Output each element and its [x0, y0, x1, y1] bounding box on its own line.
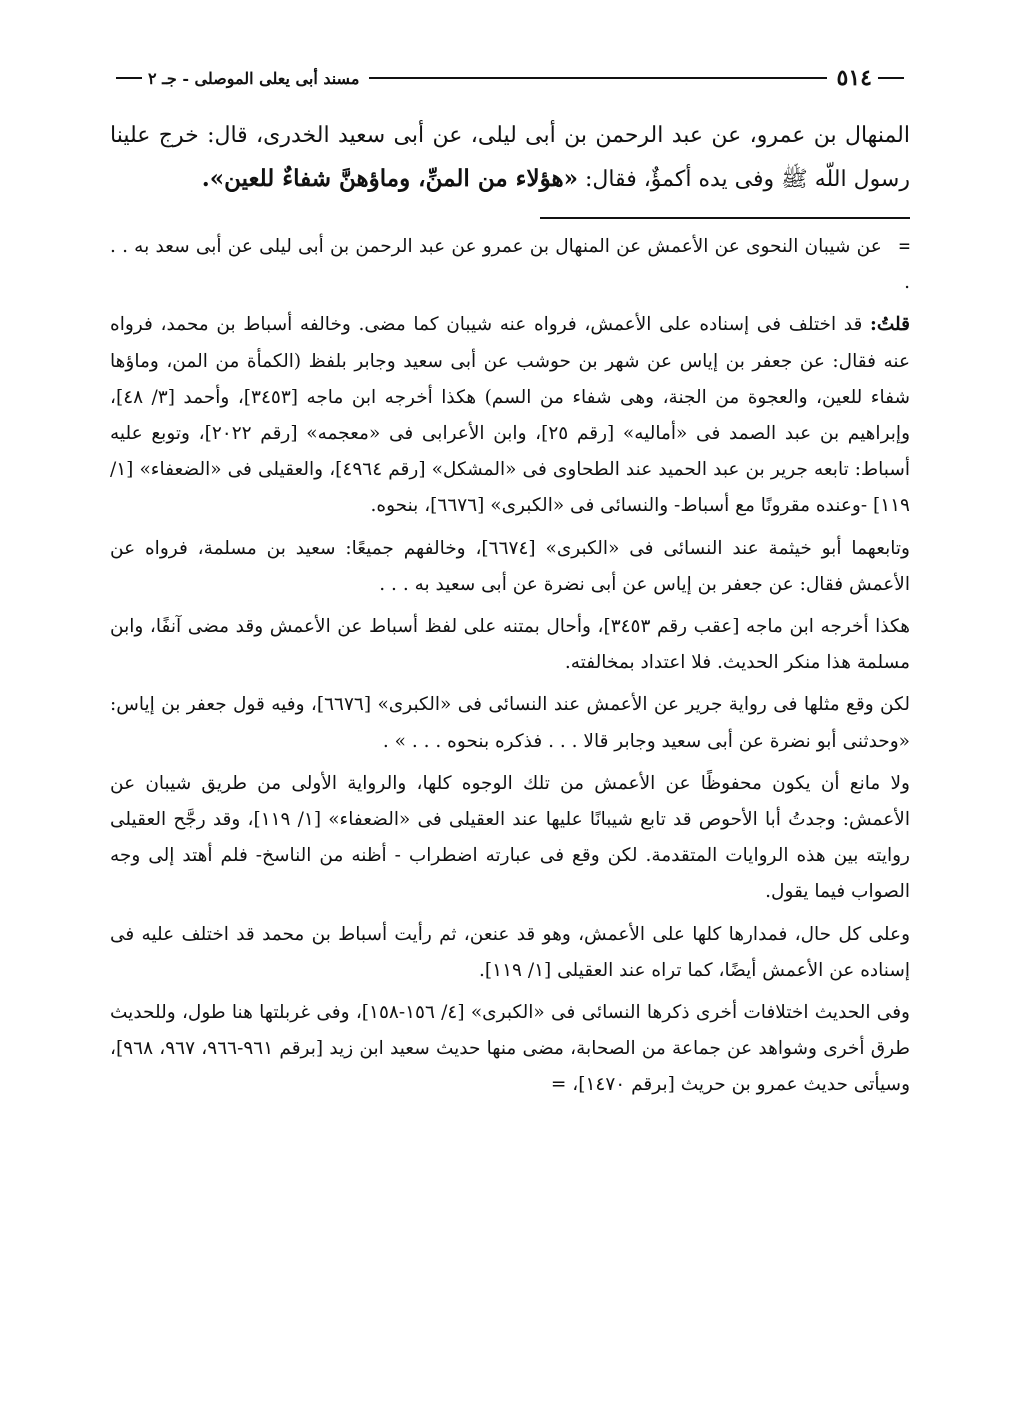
footnote-separator: [540, 217, 910, 219]
footnote-text: عن شيبان النحوى عن الأعمش عن المنهال بن عمرو عن عبد الرحمن بن أبى ليلى عن أبى سعد به . . .: [110, 236, 910, 294]
footnote-paragraph: [110, 766, 910, 911]
footnote-paragraph: [110, 531, 910, 603]
footnote-paragraph: [110, 229, 910, 301]
footnote-paragraph: [110, 307, 910, 524]
footnote-text: وتابعهما أبو خيثمة عند النسائى فى «الكبرى» [٦٦٧٤]، وخالفهم جميعًا: سعيد بن مسلمة، فرواه عن الأعمش فقال: عن جعفر بن إياس عن أبى نضرة عن أبى سعيد به . . .: [110, 537, 910, 595]
footnote-text: لكن وقع مثلها فى رواية جرير عن الأعمش عند النسائى فى «الكبرى» [٦٦٧٦]، وفيه قول جعفر بن إياس: «وحدثنى أبو نضرة عن أبى سعيد وجابر قالا . . . فذكره بنحوه . . . » .: [110, 694, 910, 752]
hadith-quote: «هؤلاء من المنِّ، وماؤهنَّ شفاءٌ للعين».: [201, 165, 578, 192]
footnote-paragraph: [110, 687, 910, 759]
qultu-label: قلتُ:: [870, 314, 910, 336]
header-dash: [878, 77, 904, 79]
footnote-text: ولا مانع أن يكون محفوظًا عن الأعمش من تلك الوجوه كلها، والرواية الأولى من طريق شيبان عن الأعمش: وجدتُ أبا الأحوص قد تابع شيبانًا عليها عند العقيلى فى «الضعفاء» [١/ ١١٩]، وقد رجَّح العقيلى روايته بين هذه الروايات المتقدمة. لكن وقع فى عبارته اضطراب - أظنه من الناسخ- فلم أهتد إلى وجه الصواب فيما يقول.: [110, 772, 910, 903]
running-title: مسند أبى يعلى الموصلى - جـ ٢: [148, 68, 360, 88]
footnote-paragraph: [110, 995, 910, 1104]
book-page: [110, 58, 910, 1110]
footnote-text: وفى الحديث اختلافات أخرى ذكرها النسائى فى «الكبرى» [٤/ ١٥٦-١٥٨]، وفى غربلتها هنا طول، وللحديث طرق أخرى وشواهد عن جماعة من الصحابة، مضى منها حديث سعيد ابن زيد [برقم ٩٦١-٩٦٦، ٩٦٧، ٩٦٨]، وسيأتى حديث عمرو بن حريث [برقم ١٤٧٠]، =: [110, 1002, 911, 1096]
footnote-text: قد اختلف فى إسناده على الأعمش، فرواه عنه شيبان كما مضى. وخالفه أسباط بن محمد، فرواه عنه فقال: عن جعفر بن إياس عن شهر بن حوشب عن أبى سعيد وجابر بلفظ (الكمأة من المن، وماؤها شفاء للعين، والعجوة من الجنة، وهى شفاء من السم) هكذا أخرجه ابن ماجه [٣٤٥٣]، وأحمد [٣/ ٤٨]، وإبراهيم بن عبد الصمد فى «أماليه» [رقم ٢٥]، وابن الأعرابى فى «معجمه» [رقم ٢٠٢٢]، وتوبع عليه أسباط: تابعه جرير بن عبد الحميد عند الطحاوى فى «المشكل» [رقم ٤٩٦٤]، والعقيلى فى «الضعفاء» [١/ ١١٩] -وعنده مقرونًا مع أسباط- والنسائى فى «الكبرى» [٦٦٧٦]، بنحوه.: [110, 314, 911, 517]
footnote-paragraph: [110, 609, 910, 681]
continuation-marker: =: [898, 236, 910, 257]
header-dash: [116, 77, 142, 79]
footnote-text: وعلى كل حال، فمدارها كلها على الأعمش، وهو قد عنعن، ثم رأيت أسباط بن محمد قد اختلف عليه فى إسناده عن الأعمش أيضًا، كما تراه عند العقيلى [١/ ١١٩].: [110, 923, 910, 981]
hadith-text: [110, 114, 910, 201]
footnote-paragraph: [110, 917, 910, 989]
running-head: [110, 58, 910, 98]
page-number: ٥١٤: [836, 65, 872, 91]
header-rule: [369, 77, 826, 79]
footnotes: [110, 229, 910, 1104]
footnote-text: هكذا أخرجه ابن ماجه [عقب رقم ٣٤٥٣]، وأحال بمتنه على لفظ أسباط عن الأعمش وقد مضى آنفًا، وابن مسلمة هذا منكر الحديث. فلا اعتداد بمخالفته.: [110, 616, 910, 674]
hadith-body: المنهال بن عمرو، عن عبد الرحمن بن أبى ليلى، عن أبى سعيد الخدرى، قال: خرج علينا رسول اللّه ﷺ وفى يده أكمؤٌ، فقال:: [110, 123, 910, 192]
